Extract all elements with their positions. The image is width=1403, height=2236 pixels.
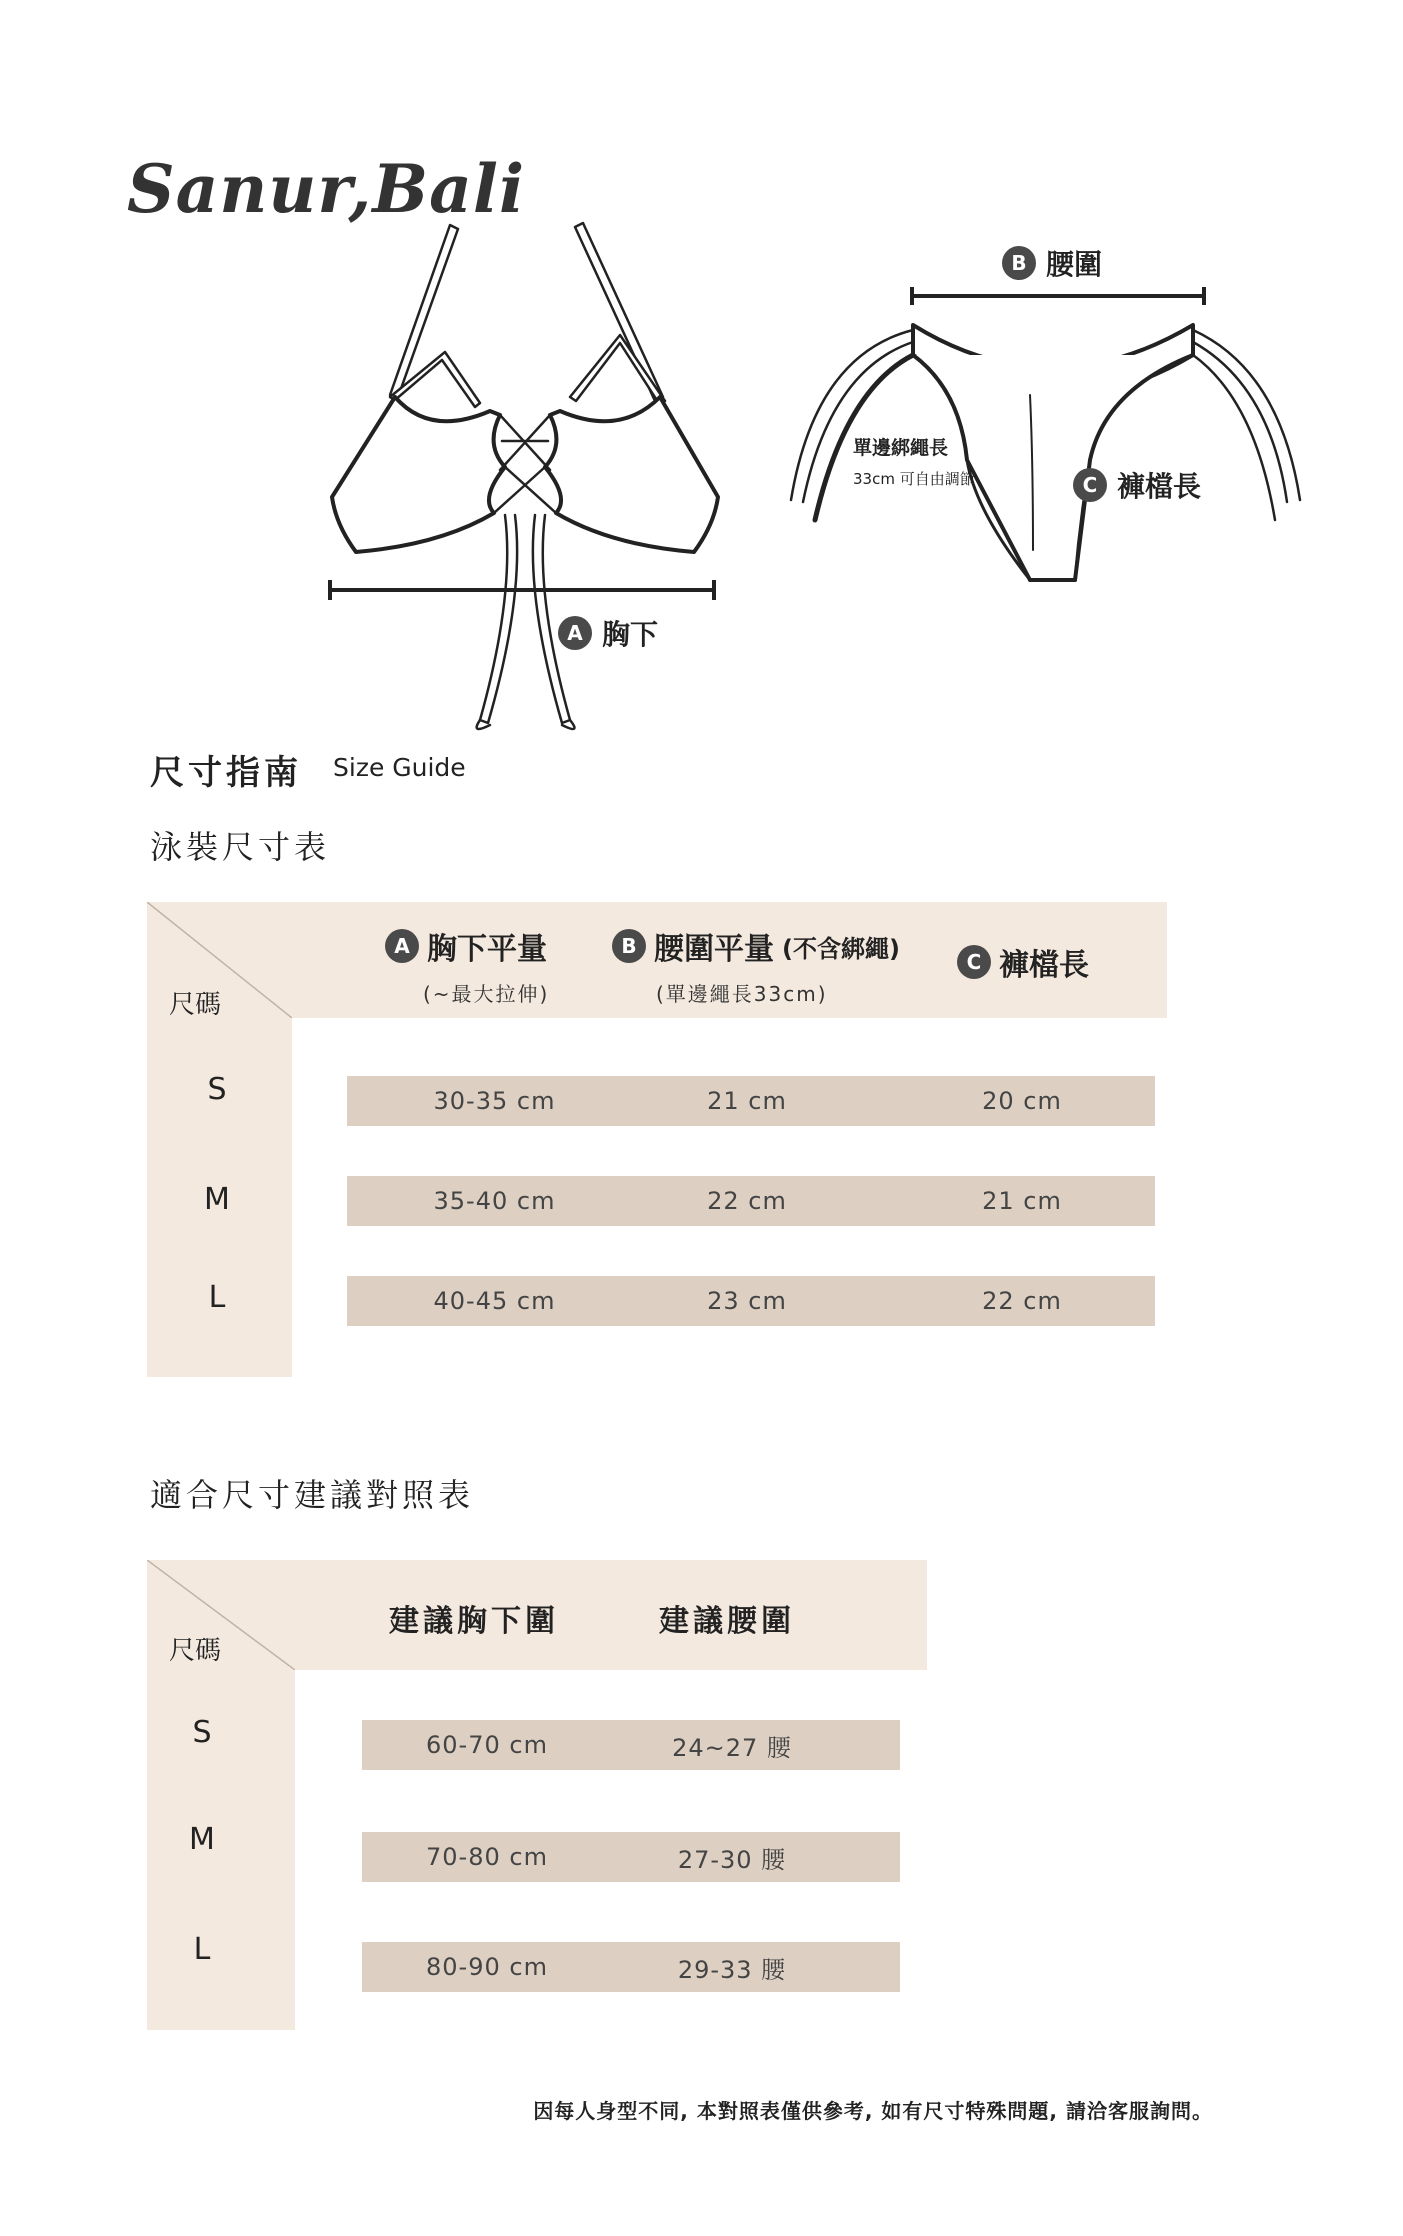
table-row: 60-70 cm 24~27 腰 (362, 1720, 900, 1770)
col-header-waist: B 腰圍平量 (不含綁繩) (單邊繩長33cm) (612, 924, 900, 1007)
label-waist: B 腰圍 (1002, 243, 1102, 283)
size-m: M (189, 1822, 215, 1857)
size-m: M (204, 1182, 230, 1217)
corner-size-label: 尺碼 (169, 1636, 222, 1666)
tie-note: 單邊綁繩長 (853, 437, 949, 459)
col-header-rise: C 褲檔長 (957, 940, 1089, 984)
table-row: 40-45 cm 23 cm 22 cm (347, 1276, 1155, 1326)
swim-size-table (147, 902, 1167, 1377)
fit-table-title: 適合尺寸建議對照表 (150, 1476, 475, 1514)
badge-a-icon: A (558, 616, 592, 650)
corner-size-label: 尺碼 (169, 990, 222, 1020)
label-underbust: A 胸下 (558, 613, 658, 653)
tie-note-sub: 33cm 可自由調節 (853, 470, 975, 488)
badge-b-icon: B (1002, 246, 1036, 280)
brand-title: Sanur,Bali (127, 150, 526, 228)
table-row: 30-35 cm 21 cm 20 cm (347, 1076, 1155, 1126)
size-s: S (207, 1072, 227, 1107)
guide-subtitle: Size Guide (333, 753, 466, 782)
measure-line-a (326, 575, 718, 605)
size-s: S (192, 1715, 212, 1750)
col-header-suggest-underbust: 建議胸下圍 (389, 1604, 559, 1639)
table-row: 80-90 cm 29-33 腰 (362, 1942, 900, 1992)
fit-size-table (147, 1560, 927, 2030)
badge-a-icon: A (385, 929, 419, 963)
size-l: L (193, 1932, 211, 1967)
badge-c-icon: C (957, 945, 991, 979)
label-rise: C 褲檔長 (1073, 465, 1201, 505)
col-header-underbust: A 胸下平量 (~最大拉伸) (385, 924, 549, 1007)
table-row: 70-80 cm 27-30 腰 (362, 1832, 900, 1882)
bikini-top-illustration (320, 215, 740, 750)
measure-line-b (908, 284, 1208, 308)
badge-b-icon: B (612, 929, 646, 963)
swim-table-title: 泳裝尺寸表 (150, 828, 331, 866)
guide-title: 尺寸指南 (150, 753, 302, 793)
badge-c-icon: C (1073, 468, 1107, 502)
table-row: 35-40 cm 22 cm 21 cm (347, 1176, 1155, 1226)
col-header-suggest-waist: 建議腰圍 (659, 1604, 795, 1639)
size-l: L (208, 1280, 226, 1315)
footer-note: 因每人身型不同, 本對照表僅供參考, 如有尺寸特殊問題, 請洽客服詢問。 (533, 2099, 1213, 2123)
